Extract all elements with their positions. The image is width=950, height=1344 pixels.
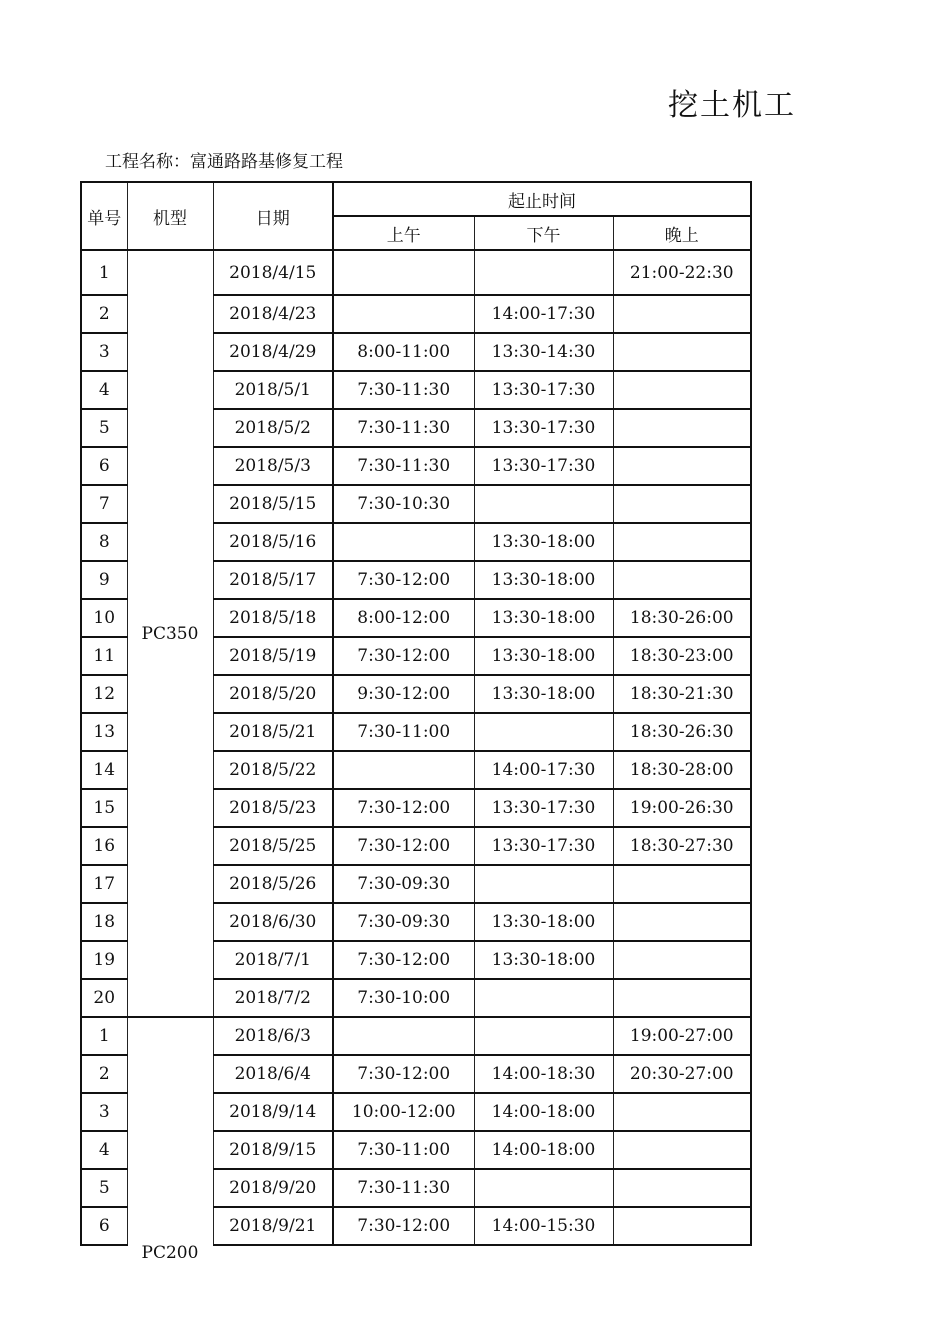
cell-evening: 19:00-27:00 — [613, 1017, 751, 1055]
header-model: 机型 — [127, 182, 213, 250]
cell-no: 2 — [81, 1055, 127, 1093]
cell-pm — [474, 1169, 613, 1207]
cell-pm: 13:30-17:30 — [474, 371, 613, 409]
cell-am: 7:30-12:00 — [333, 789, 474, 827]
cell-date: 2018/9/20 — [213, 1169, 333, 1207]
cell-evening: 18:30-28:00 — [613, 751, 751, 789]
cell-no: 8 — [81, 523, 127, 561]
header-time-range: 起止时间 — [333, 182, 751, 216]
cell-date: 2018/9/21 — [213, 1207, 333, 1245]
cell-evening: 19:00-26:30 — [613, 789, 751, 827]
cell-pm: 14:00-17:30 — [474, 751, 613, 789]
header-no: 单号 — [81, 182, 127, 250]
cell-date: 2018/9/14 — [213, 1093, 333, 1131]
header-am: 上午 — [333, 216, 474, 250]
cell-evening: 18:30-21:30 — [613, 675, 751, 713]
cell-am: 7:30-10:30 — [333, 485, 474, 523]
cell-date: 2018/5/17 — [213, 561, 333, 599]
cell-pm: 13:30-18:00 — [474, 941, 613, 979]
cell-date: 2018/5/22 — [213, 751, 333, 789]
cell-date: 2018/5/16 — [213, 523, 333, 561]
cell-evening — [613, 409, 751, 447]
cell-am: 10:00-12:00 — [333, 1093, 474, 1131]
table-row — [81, 250, 751, 295]
header-pm: 下午 — [474, 216, 613, 250]
cell-pm: 14:00-18:00 — [474, 1093, 613, 1131]
cell-no: 16 — [81, 827, 127, 865]
cell-no: 20 — [81, 979, 127, 1017]
cell-date: 2018/5/2 — [213, 409, 333, 447]
cell-no: 17 — [81, 865, 127, 903]
cell-date: 2018/7/2 — [213, 979, 333, 1017]
cell-evening — [613, 333, 751, 371]
cell-date: 2018/5/15 — [213, 485, 333, 523]
cell-date: 2018/6/4 — [213, 1055, 333, 1093]
cell-pm: 13:30-17:30 — [474, 827, 613, 865]
cell-no: 7 — [81, 485, 127, 523]
cell-pm: 13:30-18:00 — [474, 523, 613, 561]
cell-date: 2018/9/15 — [213, 1131, 333, 1169]
cell-date: 2018/7/1 — [213, 941, 333, 979]
cell-evening: 18:30-27:30 — [613, 827, 751, 865]
cell-no: 3 — [81, 1093, 127, 1131]
cell-date: 2018/6/30 — [213, 903, 333, 941]
cell-evening: 20:30-27:00 — [613, 1055, 751, 1093]
cell-pm: 13:30-18:00 — [474, 561, 613, 599]
cell-no: 4 — [81, 371, 127, 409]
cell-am — [333, 523, 474, 561]
cell-date: 2018/4/15 — [213, 250, 333, 295]
cell-date: 2018/4/29 — [213, 333, 333, 371]
cell-date: 2018/5/26 — [213, 865, 333, 903]
cell-no: 5 — [81, 1169, 127, 1207]
cell-evening — [613, 523, 751, 561]
cell-no: 4 — [81, 1131, 127, 1169]
cell-am: 7:30-12:00 — [333, 827, 474, 865]
cell-am: 7:30-11:30 — [333, 447, 474, 485]
cell-no: 13 — [81, 713, 127, 751]
cell-am: 7:30-10:00 — [333, 979, 474, 1017]
cell-am: 7:30-12:00 — [333, 561, 474, 599]
cell-pm: 13:30-18:00 — [474, 599, 613, 637]
cell-am: 7:30-12:00 — [333, 941, 474, 979]
cell-am: 7:30-09:30 — [333, 865, 474, 903]
cell-evening — [613, 371, 751, 409]
cell-pm — [474, 1017, 613, 1055]
cell-no: 12 — [81, 675, 127, 713]
header-evening: 晚上 — [613, 216, 751, 250]
cell-date: 2018/5/23 — [213, 789, 333, 827]
cell-am — [333, 751, 474, 789]
cell-pm — [474, 979, 613, 1017]
cell-no: 6 — [81, 1207, 127, 1245]
cell-evening — [613, 1093, 751, 1131]
cell-date: 2018/5/3 — [213, 447, 333, 485]
cell-pm: 13:30-18:00 — [474, 637, 613, 675]
cell-no: 2 — [81, 295, 127, 333]
cell-am: 7:30-11:30 — [333, 1169, 474, 1207]
cell-am — [333, 295, 474, 333]
project-name-line — [105, 147, 343, 172]
cell-no: 1 — [81, 250, 127, 295]
cell-pm: 13:30-17:30 — [474, 447, 613, 485]
cell-evening: 18:30-26:30 — [613, 713, 751, 751]
cell-am: 8:00-11:00 — [333, 333, 474, 371]
table-body — [81, 250, 751, 1263]
cell-pm — [474, 713, 613, 751]
cell-no: 18 — [81, 903, 127, 941]
cell-evening — [613, 1207, 751, 1245]
cell-pm — [474, 250, 613, 295]
cell-evening — [613, 1169, 751, 1207]
cell-no: 5 — [81, 409, 127, 447]
cell-evening — [613, 1131, 751, 1169]
cell-evening — [613, 485, 751, 523]
project-label: 工程名称： — [105, 152, 190, 172]
cell-date: 2018/5/25 — [213, 827, 333, 865]
cell-no: 9 — [81, 561, 127, 599]
cell-pm: 13:30-17:30 — [474, 789, 613, 827]
cell-pm: 13:30-17:30 — [474, 409, 613, 447]
cell-date: 2018/6/3 — [213, 1017, 333, 1055]
cell-am: 9:30-12:00 — [333, 675, 474, 713]
cell-date: 2018/5/18 — [213, 599, 333, 637]
cell-evening: 18:30-23:00 — [613, 637, 751, 675]
cell-evening — [613, 903, 751, 941]
cell-pm: 14:00-18:00 — [474, 1131, 613, 1169]
cell-evening — [613, 865, 751, 903]
cell-am: 7:30-11:30 — [333, 409, 474, 447]
cell-am: 8:00-12:00 — [333, 599, 474, 637]
cell-no: 11 — [81, 637, 127, 675]
cell-am: 7:30-11:00 — [333, 1131, 474, 1169]
sheet-title: 挖土机工 — [668, 88, 796, 123]
cell-evening — [613, 941, 751, 979]
cell-no: 1 — [81, 1017, 127, 1055]
cell-no: 19 — [81, 941, 127, 979]
header-date: 日期 — [213, 182, 333, 250]
cell-date: 2018/5/19 — [213, 637, 333, 675]
cell-no: 15 — [81, 789, 127, 827]
cell-no: 3 — [81, 333, 127, 371]
cell-pm: 13:30-18:00 — [474, 903, 613, 941]
cell-am — [333, 250, 474, 295]
cell-evening — [613, 295, 751, 333]
work-hours-table — [80, 181, 752, 1263]
cell-no: 6 — [81, 447, 127, 485]
cell-date: 2018/4/23 — [213, 295, 333, 333]
cell-date: 2018/5/20 — [213, 675, 333, 713]
cell-model: PC200 — [127, 1035, 213, 1263]
cell-am — [333, 1017, 474, 1055]
cell-pm — [474, 865, 613, 903]
cell-evening — [613, 447, 751, 485]
cell-no: 10 — [81, 599, 127, 637]
project-name: 富通路路基修复工程 — [190, 152, 343, 172]
cell-pm: 14:00-15:30 — [474, 1207, 613, 1245]
table-row — [81, 1017, 751, 1055]
cell-am: 7:30-11:30 — [333, 371, 474, 409]
cell-evening — [613, 979, 751, 1017]
cell-am: 7:30-09:30 — [333, 903, 474, 941]
cell-pm: 13:30-14:30 — [474, 333, 613, 371]
cell-evening — [613, 561, 751, 599]
cell-am: 7:30-11:00 — [333, 713, 474, 751]
cell-model: PC350 — [127, 250, 213, 1017]
cell-date: 2018/5/1 — [213, 371, 333, 409]
cell-no: 14 — [81, 751, 127, 789]
cell-am: 7:30-12:00 — [333, 1055, 474, 1093]
cell-pm: 14:00-17:30 — [474, 295, 613, 333]
cell-am: 7:30-12:00 — [333, 1207, 474, 1245]
cell-am: 7:30-12:00 — [333, 637, 474, 675]
cell-evening: 21:00-22:30 — [613, 250, 751, 295]
cell-pm: 14:00-18:30 — [474, 1055, 613, 1093]
cell-pm — [474, 485, 613, 523]
cell-pm: 13:30-18:00 — [474, 675, 613, 713]
cell-evening: 18:30-26:00 — [613, 599, 751, 637]
cell-date: 2018/5/21 — [213, 713, 333, 751]
